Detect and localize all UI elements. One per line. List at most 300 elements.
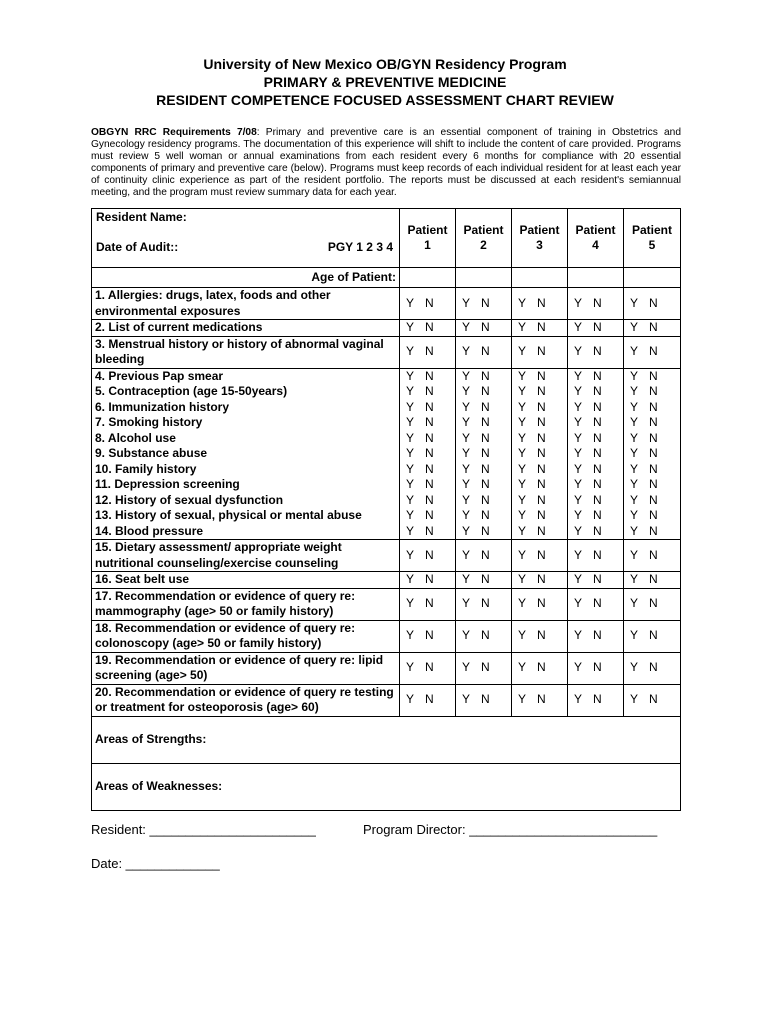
yn-cell[interactable] (512, 368, 568, 384)
no-option[interactable]: N (425, 461, 434, 476)
no-option[interactable]: N (649, 368, 658, 383)
no-option[interactable]: N (481, 547, 490, 562)
yes-option[interactable]: Y (462, 344, 471, 359)
yes-option[interactable]: Y (630, 344, 639, 359)
no-option[interactable]: N (481, 477, 490, 491)
yn-cell[interactable] (624, 524, 681, 540)
yn-cell[interactable] (624, 431, 681, 447)
no-option[interactable]: N (593, 461, 602, 476)
yes-option[interactable]: Y (406, 295, 415, 310)
no-option[interactable]: N (425, 344, 434, 359)
yn-cell[interactable] (400, 320, 456, 337)
no-option[interactable]: N (425, 596, 434, 611)
no-option[interactable]: N (649, 692, 658, 707)
no-option[interactable]: N (593, 477, 602, 491)
yes-option[interactable]: Y (630, 320, 639, 334)
no-option[interactable]: N (537, 368, 546, 383)
age-cell-3[interactable] (512, 268, 568, 288)
yes-option[interactable]: Y (630, 660, 639, 675)
no-option[interactable]: N (593, 320, 602, 334)
yes-option[interactable]: Y (518, 692, 527, 707)
no-option[interactable]: N (593, 692, 602, 707)
no-option[interactable]: N (649, 547, 658, 562)
yn-cell[interactable] (624, 400, 681, 416)
yes-option[interactable]: Y (406, 320, 415, 334)
yes-option[interactable]: Y (574, 628, 583, 643)
no-option[interactable]: N (537, 384, 546, 398)
yes-option[interactable]: Y (406, 492, 415, 507)
no-option[interactable]: N (425, 415, 434, 429)
yn-cell[interactable] (400, 400, 456, 416)
yn-cell[interactable] (400, 493, 456, 509)
no-option[interactable]: N (593, 368, 602, 383)
yes-option[interactable]: Y (406, 344, 415, 359)
no-option[interactable]: N (649, 430, 658, 445)
yes-option[interactable]: Y (462, 399, 471, 414)
yes-option[interactable]: Y (406, 384, 415, 398)
yes-option[interactable]: Y (406, 446, 415, 460)
no-option[interactable]: N (593, 399, 602, 414)
yes-option[interactable]: Y (630, 477, 639, 491)
yes-option[interactable]: Y (406, 523, 415, 538)
no-option[interactable]: N (537, 508, 546, 522)
yes-option[interactable]: Y (518, 384, 527, 398)
yn-cell[interactable] (456, 620, 512, 652)
yes-option[interactable]: Y (630, 628, 639, 643)
no-option[interactable]: N (593, 446, 602, 460)
yes-option[interactable]: Y (518, 523, 527, 538)
yes-option[interactable]: Y (462, 430, 471, 445)
yn-cell[interactable] (624, 540, 681, 572)
yn-cell[interactable] (512, 400, 568, 416)
yn-cell[interactable] (624, 336, 681, 368)
yn-cell[interactable] (624, 508, 681, 524)
yes-option[interactable]: Y (406, 477, 415, 491)
yes-option[interactable]: Y (518, 628, 527, 643)
yn-cell[interactable] (568, 508, 624, 524)
yes-option[interactable]: Y (574, 320, 583, 334)
yes-option[interactable]: Y (630, 415, 639, 429)
yn-cell[interactable] (512, 446, 568, 462)
yn-cell[interactable] (512, 684, 568, 716)
no-option[interactable]: N (537, 477, 546, 491)
no-option[interactable]: N (649, 477, 658, 491)
yes-option[interactable]: Y (406, 430, 415, 445)
no-option[interactable]: N (425, 692, 434, 707)
no-option[interactable]: N (593, 572, 602, 586)
yn-cell[interactable] (512, 320, 568, 337)
areas-of-weaknesses-field[interactable] (92, 763, 681, 810)
yes-option[interactable]: Y (574, 344, 583, 359)
yes-option[interactable]: Y (630, 295, 639, 310)
yes-option[interactable]: Y (630, 523, 639, 538)
yn-cell[interactable] (400, 652, 456, 684)
no-option[interactable]: N (481, 660, 490, 675)
no-option[interactable]: N (537, 415, 546, 429)
yes-option[interactable]: Y (630, 461, 639, 476)
yn-cell[interactable] (456, 400, 512, 416)
yn-cell[interactable] (512, 431, 568, 447)
yes-option[interactable]: Y (462, 547, 471, 562)
yn-cell[interactable] (624, 446, 681, 462)
no-option[interactable]: N (649, 508, 658, 522)
yes-option[interactable]: Y (630, 508, 639, 522)
no-option[interactable]: N (537, 344, 546, 359)
no-option[interactable]: N (537, 523, 546, 538)
yn-cell[interactable] (400, 288, 456, 320)
no-option[interactable]: N (593, 295, 602, 310)
yn-cell[interactable] (568, 400, 624, 416)
yes-option[interactable]: Y (462, 508, 471, 522)
yn-cell[interactable] (624, 415, 681, 431)
no-option[interactable]: N (481, 508, 490, 522)
yes-option[interactable]: Y (630, 572, 639, 586)
yes-option[interactable]: Y (406, 628, 415, 643)
yn-cell[interactable] (456, 336, 512, 368)
yn-cell[interactable] (624, 588, 681, 620)
no-option[interactable]: N (537, 572, 546, 586)
yes-option[interactable]: Y (574, 368, 583, 383)
yn-cell[interactable] (512, 652, 568, 684)
no-option[interactable]: N (537, 461, 546, 476)
no-option[interactable]: N (537, 430, 546, 445)
yn-cell[interactable] (512, 540, 568, 572)
no-option[interactable]: N (481, 384, 490, 398)
yn-cell[interactable] (568, 288, 624, 320)
yn-cell[interactable] (456, 368, 512, 384)
yes-option[interactable]: Y (574, 384, 583, 398)
yes-option[interactable]: Y (574, 415, 583, 429)
age-cell-5[interactable] (624, 268, 681, 288)
yes-option[interactable]: Y (462, 628, 471, 643)
no-option[interactable]: N (425, 446, 434, 460)
yn-cell[interactable] (568, 446, 624, 462)
no-option[interactable]: N (481, 523, 490, 538)
yn-cell[interactable] (568, 588, 624, 620)
no-option[interactable]: N (481, 415, 490, 429)
yes-option[interactable]: Y (574, 295, 583, 310)
yn-cell[interactable] (512, 524, 568, 540)
yn-cell[interactable] (568, 336, 624, 368)
yes-option[interactable]: Y (462, 572, 471, 586)
yn-cell[interactable] (568, 477, 624, 493)
yn-cell[interactable] (568, 493, 624, 509)
yes-option[interactable]: Y (518, 477, 527, 491)
age-cell-4[interactable] (568, 268, 624, 288)
yn-cell[interactable] (456, 572, 512, 589)
yn-cell[interactable] (456, 462, 512, 478)
yn-cell[interactable] (512, 508, 568, 524)
no-option[interactable]: N (425, 628, 434, 643)
yes-option[interactable]: Y (518, 660, 527, 675)
no-option[interactable]: N (649, 492, 658, 507)
no-option[interactable]: N (649, 344, 658, 359)
yn-cell[interactable] (400, 508, 456, 524)
yn-cell[interactable] (568, 684, 624, 716)
no-option[interactable]: N (593, 344, 602, 359)
no-option[interactable]: N (425, 320, 434, 334)
yes-option[interactable]: Y (406, 415, 415, 429)
yn-cell[interactable] (400, 477, 456, 493)
yes-option[interactable]: Y (518, 368, 527, 383)
age-cell-1[interactable] (400, 268, 456, 288)
yes-option[interactable]: Y (574, 692, 583, 707)
resident-info-cell[interactable] (92, 209, 400, 268)
yes-option[interactable]: Y (574, 492, 583, 507)
yn-cell[interactable] (568, 368, 624, 384)
yn-cell[interactable] (568, 572, 624, 589)
yn-cell[interactable] (624, 384, 681, 400)
yn-cell[interactable] (624, 288, 681, 320)
yes-option[interactable]: Y (574, 596, 583, 611)
no-option[interactable]: N (425, 523, 434, 538)
no-option[interactable]: N (593, 415, 602, 429)
no-option[interactable]: N (649, 660, 658, 675)
no-option[interactable]: N (649, 572, 658, 586)
no-option[interactable]: N (425, 508, 434, 522)
yn-cell[interactable] (400, 431, 456, 447)
no-option[interactable]: N (425, 295, 434, 310)
yes-option[interactable]: Y (630, 692, 639, 707)
no-option[interactable]: N (537, 596, 546, 611)
no-option[interactable]: N (481, 320, 490, 334)
no-option[interactable]: N (481, 628, 490, 643)
yes-option[interactable]: Y (406, 692, 415, 707)
yn-cell[interactable] (456, 508, 512, 524)
no-option[interactable]: N (649, 399, 658, 414)
yn-cell[interactable] (624, 684, 681, 716)
yn-cell[interactable] (400, 524, 456, 540)
yn-cell[interactable] (400, 620, 456, 652)
no-option[interactable]: N (481, 492, 490, 507)
yes-option[interactable]: Y (406, 547, 415, 562)
resident-signature[interactable]: Resident: _______________________ (91, 822, 316, 837)
yes-option[interactable]: Y (462, 596, 471, 611)
yes-option[interactable]: Y (406, 461, 415, 476)
no-option[interactable]: N (537, 628, 546, 643)
yes-option[interactable]: Y (462, 446, 471, 460)
yes-option[interactable]: Y (518, 492, 527, 507)
yes-option[interactable]: Y (518, 508, 527, 522)
date-signature[interactable]: Date: _____________ (91, 856, 220, 871)
yn-cell[interactable] (400, 446, 456, 462)
no-option[interactable]: N (425, 572, 434, 586)
yn-cell[interactable] (400, 684, 456, 716)
yes-option[interactable]: Y (574, 430, 583, 445)
yes-option[interactable]: Y (518, 295, 527, 310)
yes-option[interactable]: Y (406, 399, 415, 414)
yn-cell[interactable] (400, 336, 456, 368)
no-option[interactable]: N (593, 492, 602, 507)
no-option[interactable]: N (649, 320, 658, 334)
yn-cell[interactable] (568, 384, 624, 400)
yn-cell[interactable] (624, 477, 681, 493)
yes-option[interactable]: Y (574, 477, 583, 491)
yes-option[interactable]: Y (462, 415, 471, 429)
yn-cell[interactable] (568, 415, 624, 431)
yes-option[interactable]: Y (406, 508, 415, 522)
yn-cell[interactable] (624, 652, 681, 684)
yn-cell[interactable] (456, 384, 512, 400)
yn-cell[interactable] (512, 477, 568, 493)
yn-cell[interactable] (400, 462, 456, 478)
no-option[interactable]: N (425, 399, 434, 414)
yn-cell[interactable] (568, 524, 624, 540)
no-option[interactable]: N (593, 384, 602, 398)
yes-option[interactable]: Y (518, 572, 527, 586)
no-option[interactable]: N (537, 446, 546, 460)
no-option[interactable]: N (593, 547, 602, 562)
yes-option[interactable]: Y (462, 461, 471, 476)
director-signature[interactable]: Program Director: __________________________ (363, 822, 658, 837)
yes-option[interactable]: Y (574, 446, 583, 460)
no-option[interactable]: N (481, 692, 490, 707)
no-option[interactable]: N (649, 295, 658, 310)
yes-option[interactable]: Y (630, 430, 639, 445)
no-option[interactable]: N (537, 320, 546, 334)
yn-cell[interactable] (456, 493, 512, 509)
yn-cell[interactable] (568, 462, 624, 478)
yn-cell[interactable] (400, 572, 456, 589)
no-option[interactable]: N (649, 461, 658, 476)
no-option[interactable]: N (649, 628, 658, 643)
yes-option[interactable]: Y (630, 547, 639, 562)
yn-cell[interactable] (400, 415, 456, 431)
yes-option[interactable]: Y (462, 660, 471, 675)
no-option[interactable]: N (481, 461, 490, 476)
yn-cell[interactable] (568, 431, 624, 447)
yes-option[interactable]: Y (518, 547, 527, 562)
yn-cell[interactable] (512, 620, 568, 652)
yn-cell[interactable] (512, 336, 568, 368)
yes-option[interactable]: Y (574, 508, 583, 522)
yes-option[interactable]: Y (406, 660, 415, 675)
no-option[interactable]: N (593, 508, 602, 522)
no-option[interactable]: N (481, 399, 490, 414)
yn-cell[interactable] (400, 588, 456, 620)
yn-cell[interactable] (512, 588, 568, 620)
yes-option[interactable]: Y (518, 415, 527, 429)
no-option[interactable]: N (537, 295, 546, 310)
yn-cell[interactable] (512, 462, 568, 478)
yes-option[interactable]: Y (574, 572, 583, 586)
yn-cell[interactable] (568, 320, 624, 337)
yes-option[interactable]: Y (406, 368, 415, 383)
yes-option[interactable]: Y (630, 399, 639, 414)
yes-option[interactable]: Y (462, 368, 471, 383)
yn-cell[interactable] (456, 684, 512, 716)
yes-option[interactable]: Y (462, 692, 471, 707)
yn-cell[interactable] (624, 320, 681, 337)
areas-of-strengths-field[interactable] (92, 716, 681, 763)
yn-cell[interactable] (456, 288, 512, 320)
yn-cell[interactable] (456, 477, 512, 493)
yes-option[interactable]: Y (462, 492, 471, 507)
no-option[interactable]: N (649, 384, 658, 398)
yn-cell[interactable] (456, 431, 512, 447)
no-option[interactable]: N (537, 399, 546, 414)
yn-cell[interactable] (624, 368, 681, 384)
no-option[interactable]: N (593, 660, 602, 675)
yn-cell[interactable] (624, 493, 681, 509)
yn-cell[interactable] (456, 415, 512, 431)
no-option[interactable]: N (537, 492, 546, 507)
no-option[interactable]: N (425, 384, 434, 398)
no-option[interactable]: N (537, 660, 546, 675)
age-cell-2[interactable] (456, 268, 512, 288)
no-option[interactable]: N (481, 295, 490, 310)
no-option[interactable]: N (649, 523, 658, 538)
yn-cell[interactable] (624, 572, 681, 589)
yes-option[interactable]: Y (518, 344, 527, 359)
yes-option[interactable]: Y (518, 430, 527, 445)
yes-option[interactable]: Y (462, 477, 471, 491)
yn-cell[interactable] (512, 572, 568, 589)
yn-cell[interactable] (624, 620, 681, 652)
yes-option[interactable]: Y (406, 596, 415, 611)
yn-cell[interactable] (624, 462, 681, 478)
yes-option[interactable]: Y (630, 384, 639, 398)
yn-cell[interactable] (568, 620, 624, 652)
no-option[interactable]: N (593, 628, 602, 643)
no-option[interactable]: N (425, 492, 434, 507)
yes-option[interactable]: Y (518, 399, 527, 414)
no-option[interactable]: N (481, 446, 490, 460)
no-option[interactable]: N (537, 692, 546, 707)
no-option[interactable]: N (425, 660, 434, 675)
no-option[interactable]: N (481, 344, 490, 359)
yes-option[interactable]: Y (574, 523, 583, 538)
yes-option[interactable]: Y (518, 596, 527, 611)
yes-option[interactable]: Y (518, 446, 527, 460)
yes-option[interactable]: Y (630, 446, 639, 460)
yes-option[interactable]: Y (518, 461, 527, 476)
no-option[interactable]: N (481, 596, 490, 611)
yn-cell[interactable] (456, 540, 512, 572)
yes-option[interactable]: Y (630, 368, 639, 383)
yn-cell[interactable] (456, 588, 512, 620)
yes-option[interactable]: Y (630, 596, 639, 611)
yn-cell[interactable] (400, 368, 456, 384)
no-option[interactable]: N (481, 572, 490, 586)
yn-cell[interactable] (512, 415, 568, 431)
no-option[interactable]: N (481, 430, 490, 445)
yn-cell[interactable] (456, 446, 512, 462)
yes-option[interactable]: Y (462, 384, 471, 398)
no-option[interactable]: N (425, 477, 434, 491)
yes-option[interactable]: Y (462, 320, 471, 334)
yn-cell[interactable] (400, 384, 456, 400)
yes-option[interactable]: Y (518, 320, 527, 334)
no-option[interactable]: N (593, 430, 602, 445)
yn-cell[interactable] (512, 288, 568, 320)
yn-cell[interactable] (568, 652, 624, 684)
no-option[interactable]: N (649, 415, 658, 429)
yes-option[interactable]: Y (462, 295, 471, 310)
yn-cell[interactable] (512, 384, 568, 400)
no-option[interactable]: N (425, 368, 434, 383)
yes-option[interactable]: Y (574, 399, 583, 414)
yn-cell[interactable] (512, 493, 568, 509)
no-option[interactable]: N (593, 596, 602, 611)
no-option[interactable]: N (425, 430, 434, 445)
yn-cell[interactable] (568, 540, 624, 572)
yes-option[interactable]: Y (406, 572, 415, 586)
no-option[interactable]: N (649, 446, 658, 460)
yes-option[interactable]: Y (574, 660, 583, 675)
pgy-selector[interactable]: PGY 1 2 3 4 (327, 240, 393, 254)
yn-cell[interactable] (456, 652, 512, 684)
